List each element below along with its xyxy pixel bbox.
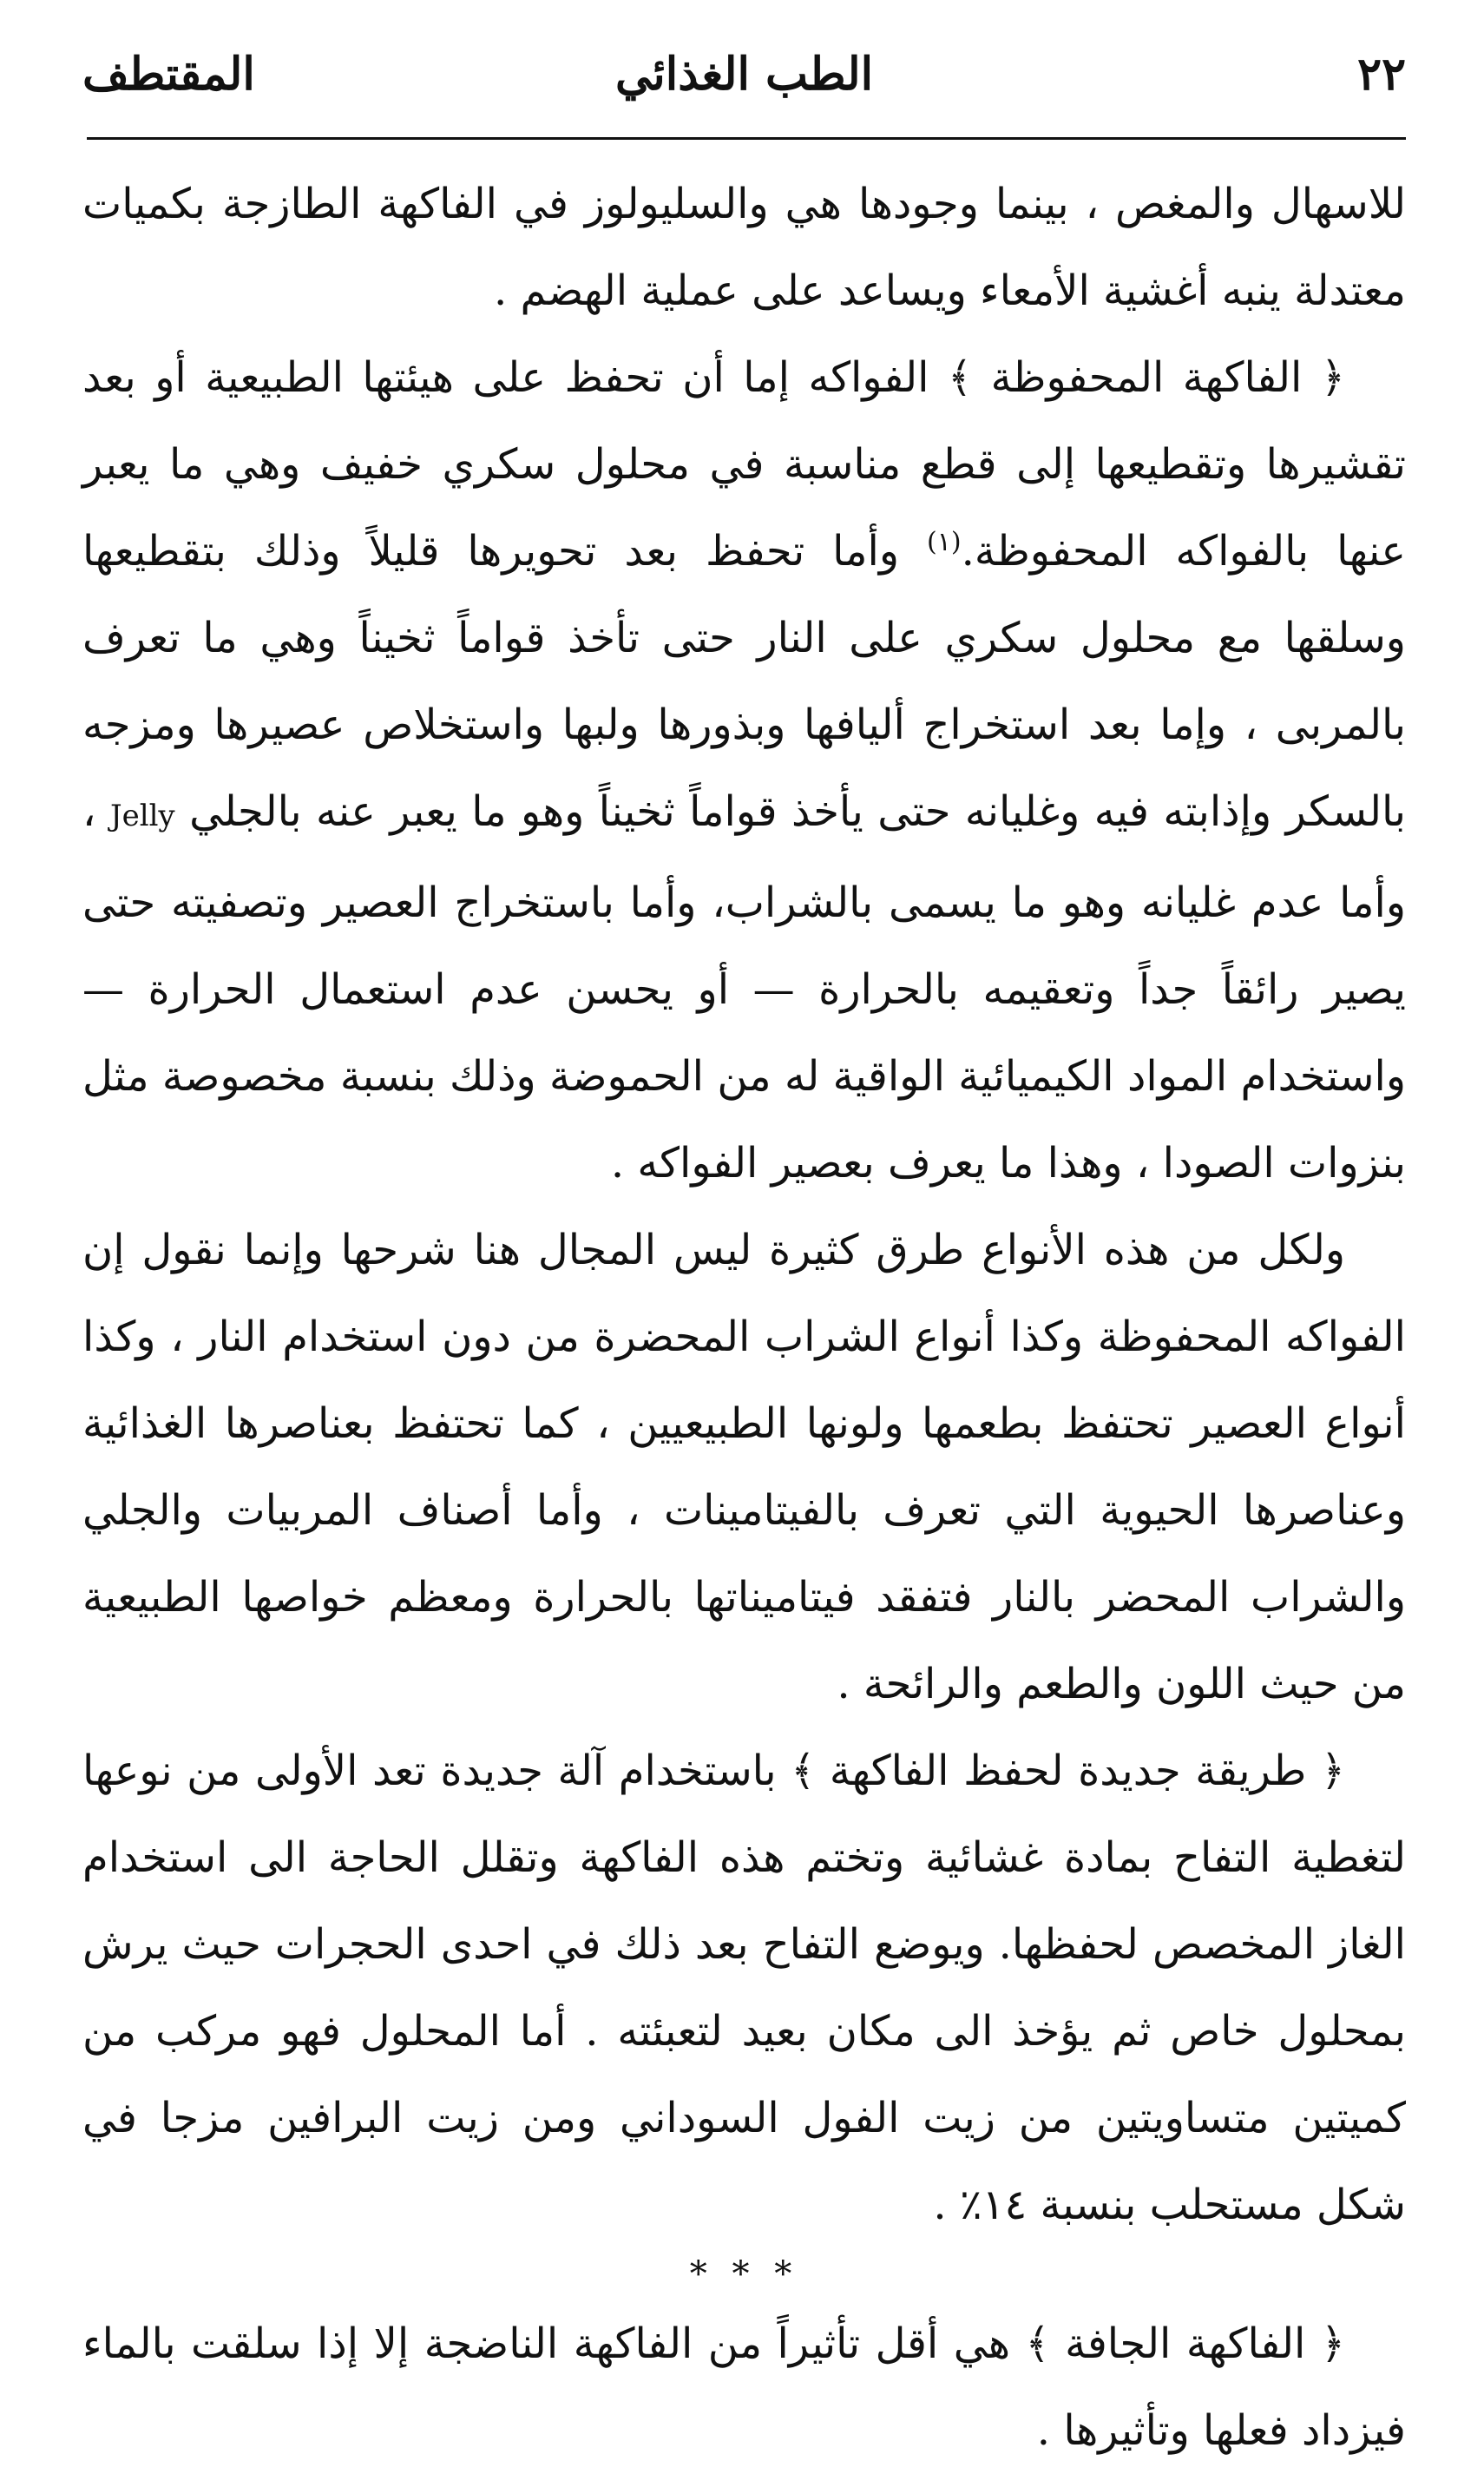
running-title: الطب الغذائي — [614, 48, 874, 101]
latin-word-jelly: Jelly — [109, 799, 175, 833]
paragraph-5: ﴿ الفاكهة الجافة ﴾ هي أقل تأثيراً من الفاكهة الناضجة إلا إذا سلقت بالماء فيزداد فعلها وتأثيرها . — [82, 2319, 1406, 2455]
paragraph-2-text-end: ، وأما عدم غليانه وهو ما يسمى بالشراب، وأما باستخراج العصير وتصفيته حتى يصير رائقاً جداً وتعقيمه بالحرارة — أو يحسن عدم استعمال الحرارة — واستخدام المواد الكيميائية الواقية له من الحموضة وذلك بنسبة مخصوصة مثل بنزوات الصودا ، وهذا ما يعرف بعصير الفواكه . — [82, 787, 1407, 1188]
paragraph-4: ﴿ طريقة جديدة لحفظ الفاكهة ﴾ باستخدام آلة جديدة تعد الأولى من نوعها لتغطية التفاح بمادة غشائية وتختم هذه الفاكهة وتقلل الحاجة الى استخدام الغاز المخصص لحفظها. ويوضع التفاح بعد ذلك في احدى الحجرات حيث يرش بمحلول خاص ثم يؤخذ الى مكان بعيد لتعبئته . أما المحلول فهو مركب من كميتين متساويتين من زيت الفول السوداني ومن زيت البرافين مزجا في شكل مستحلب بنسبة ١٤٪ . — [82, 1747, 1406, 2229]
header-rule — [87, 137, 1406, 140]
journal-name: المقتطف — [82, 48, 255, 101]
paragraph-2-text: ﴿ الفاكهة المحفوظة ﴾ الفواكه إما أن تحفظ على هيئتها الطبيعية أو بعد تقشيرها وتقطيعها إلى قطع مناسبة في محلول سكري خفيف وهي ما يعبر عنها بالفواكه المحفوظة. — [82, 353, 1407, 576]
book-page — [82, 48, 1407, 2455]
paragraph-2-text-cont: وأما تحفظ بعد تحويرها قليلاً وذلك بتقطيعها وسلقها مع محلول سكري على النار حتى تأخذ قواماً ثخيناً وهي ما تعرف بالمربى ، وإما بعد استخراج أليافها وبذورها ولبها واستخلاص عصيرها ومزجه بالسكر وإذابته فيه وغليانه حتى يأخذ قواماً ثخيناً وهو ما يعبر عنه بالجلي — [82, 527, 1407, 836]
section-separator: * * * — [689, 2254, 799, 2294]
page-body — [82, 161, 1406, 2474]
footnote-mark: (١) — [927, 527, 962, 557]
page-header — [82, 48, 1406, 117]
page-number: ٢٢ — [1357, 48, 1406, 101]
paragraph-2 — [82, 334, 1406, 1207]
paragraph-3: ولكل من هذه الأنواع طرق كثيرة ليس المجال هنا شرحها وإنما نقول إن الفواكه المحفوظة وكذا أنواع الشراب المحضرة من دون استخدام النار ، وكذا أنواع العصير تحتفظ بطعمها ولونها الطبيعيين ، كما تحتفظ بعناصرها الغذائية وعناصرها الحيوية التي تعرف بالفيتامينات ، وأما أصناف المربيات والجلي والشراب المحضر بالنار فتفقد فيتاميناتها بالحرارة ومعظم خواصها الطبيعية من حيث اللون والطعم والرائحة . — [82, 1226, 1406, 1708]
paragraph-1: للاسهال والمغص ، بينما وجودها هي والسليولوز في الفاكهة الطازجة بكميات معتدلة ينبه أغشية الأمعاء ويساعد على عملية الهضم . — [82, 180, 1406, 315]
